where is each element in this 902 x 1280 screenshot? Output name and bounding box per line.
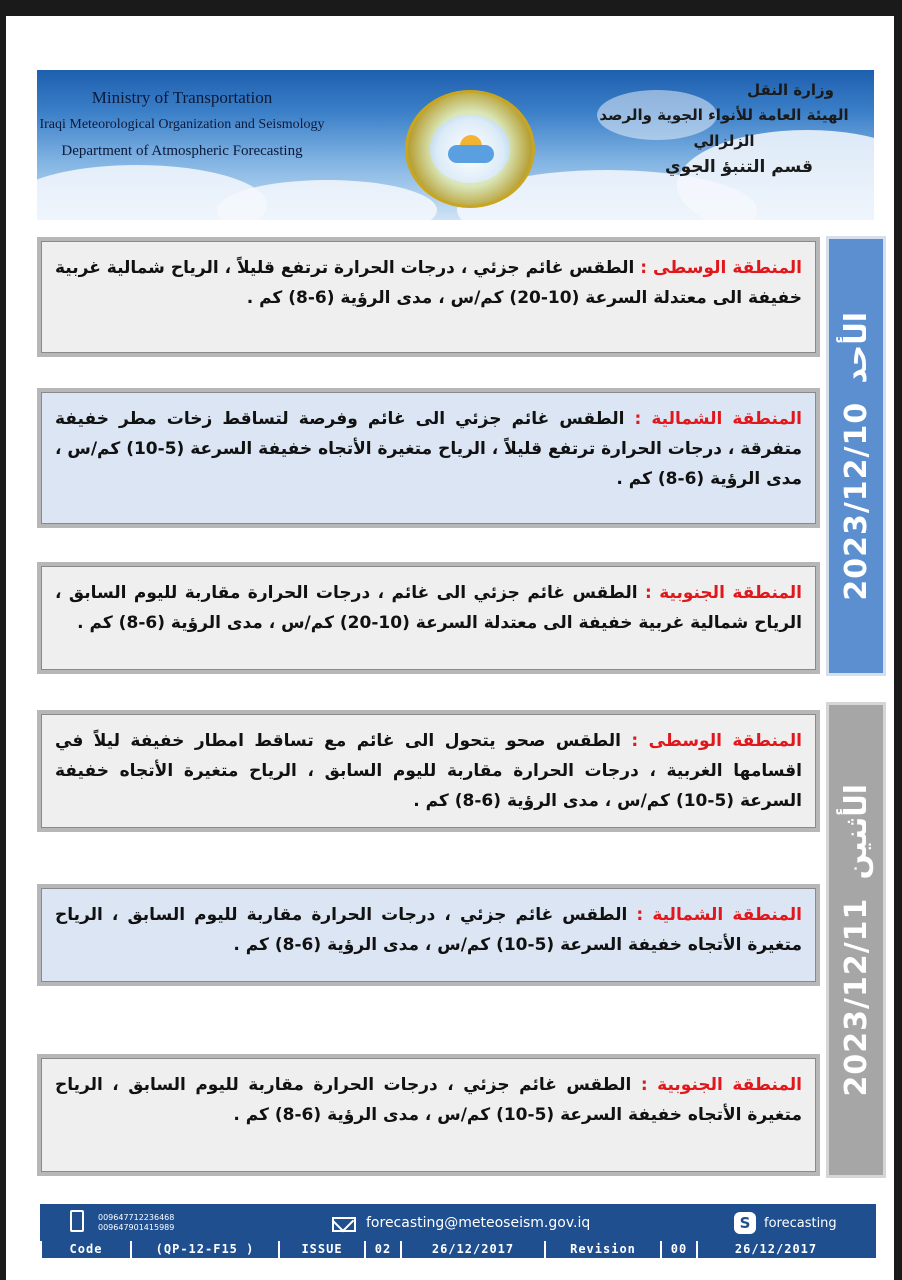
forecast-text: الطقس غائم جزئي الى غائم ، درجات الحرارة مقاربة لليوم السابق ، الرياح شمالية غربية خفيفة الى معتدلة السرعة (10-20) كم/س ، مدى الرؤية (6-8) كم .	[55, 583, 802, 633]
header-english	[37, 84, 327, 165]
code-cell: 26/12/2017	[400, 1241, 544, 1258]
forecast-south-day1	[37, 562, 820, 674]
forecast-central-day1	[37, 237, 820, 357]
day-name: الأحد	[838, 311, 874, 384]
region-label: المنطقة الجنوبية :	[640, 1075, 802, 1095]
logo-icon	[405, 90, 535, 208]
code-cell: 00	[660, 1241, 696, 1258]
code-cell: ISSUE	[278, 1241, 364, 1258]
day-tab-sunday	[826, 236, 886, 676]
department-name-en: Department of Atmospheric Forecasting	[61, 143, 303, 159]
header-banner	[37, 70, 874, 220]
phone-number: 009647901415989	[98, 1223, 175, 1232]
forecast-text: الطقس غائم جزئي ، درجات الحرارة مقاربة لليوم السابق ، الرياح متغيرة الأتجاه خفيفة السرعة (5-10) كم/س ، مدى الرؤية (6-8) كم .	[55, 905, 802, 955]
forecast-south-day2	[37, 1054, 820, 1176]
skype-icon: S	[734, 1212, 756, 1234]
region-label: المنطقة الشمالية :	[634, 409, 802, 429]
code-cell: Code	[40, 1241, 130, 1258]
organization-name-en: Iraqi Meteorological Organization and Seismology	[39, 117, 325, 132]
day-name: الأثنين	[838, 783, 874, 880]
email-address[interactable]: forecasting@meteoseism.gov.iq	[366, 1215, 591, 1231]
header-arabic	[574, 78, 874, 180]
day-date: 2023/12/11	[838, 897, 874, 1097]
region-label: المنطقة الجنوبية :	[644, 583, 802, 603]
forecast-text: الطقس صحو يتحول الى غائم مع تساقط امطار خفيفة ليلاً في اقسامها الغربية ، درجات الحرارة مقاربة لليوم السابق ، الرياح متغيرة الأتجاه خفيفة السرعة (5-10) كم/س ، مدى الرؤية (6-8) كم .	[55, 731, 802, 811]
skype-handle[interactable]: forecasting	[764, 1216, 837, 1231]
code-cell: Revision	[544, 1241, 660, 1258]
code-cell: 02	[364, 1241, 400, 1258]
phone-icon	[70, 1210, 84, 1232]
day-tab-monday	[826, 702, 886, 1178]
region-label: المنطقة الوسطى :	[631, 731, 802, 751]
mail-icon	[332, 1217, 356, 1232]
ministry-name-ar: وزارة النقل	[747, 81, 834, 99]
forecast-north-day2	[37, 884, 820, 986]
forecast-text: الطقس غائم جزئي ، درجات الحرارة مقاربة لليوم السابق ، الرياح متغيرة الأتجاه خفيفة السرعة (5-10) كم/س ، مدى الرؤية (6-8) كم .	[55, 1075, 802, 1125]
day-date: 2023/12/10	[838, 401, 874, 601]
code-cell: (QP-12-F15 )	[130, 1241, 278, 1258]
forecast-text: الطقس غائم جزئي الى غائم وفرصة لتساقط زخات مطر خفيفة متفرقة ، درجات الحرارة ترتفع قليلاً ، الرياح متغيرة الأتجاه خفيفة السرعة (5-10) كم/س ، مدى الرؤية (6-8) كم .	[55, 409, 802, 489]
phone-number: 009647712236468	[98, 1213, 175, 1222]
region-label: المنطقة الوسطى :	[640, 258, 802, 278]
forecast-north-day1	[37, 388, 820, 528]
document-code-row	[40, 1241, 876, 1258]
forecast-text: الطقس غائم جزئي ، درجات الحرارة ترتفع قليلاً ، الرياح شمالية غربية خفيفة الى معتدلة السرعة (10-20) كم/س ، مدى الرؤية (6-8) كم .	[55, 258, 802, 308]
department-name-ar: قسم التنبؤ الجوي	[665, 157, 813, 177]
footer	[40, 1204, 876, 1258]
organization-name-ar: الهيئة العامة للأنواء الجوية والرصد الزلزالي	[599, 106, 849, 150]
code-cell: 26/12/2017	[696, 1241, 854, 1258]
region-label: المنطقة الشمالية :	[636, 905, 802, 925]
ministry-name-en: Ministry of Transportation	[91, 88, 273, 107]
phone-numbers	[98, 1213, 174, 1233]
forecast-central-day2	[37, 710, 820, 832]
